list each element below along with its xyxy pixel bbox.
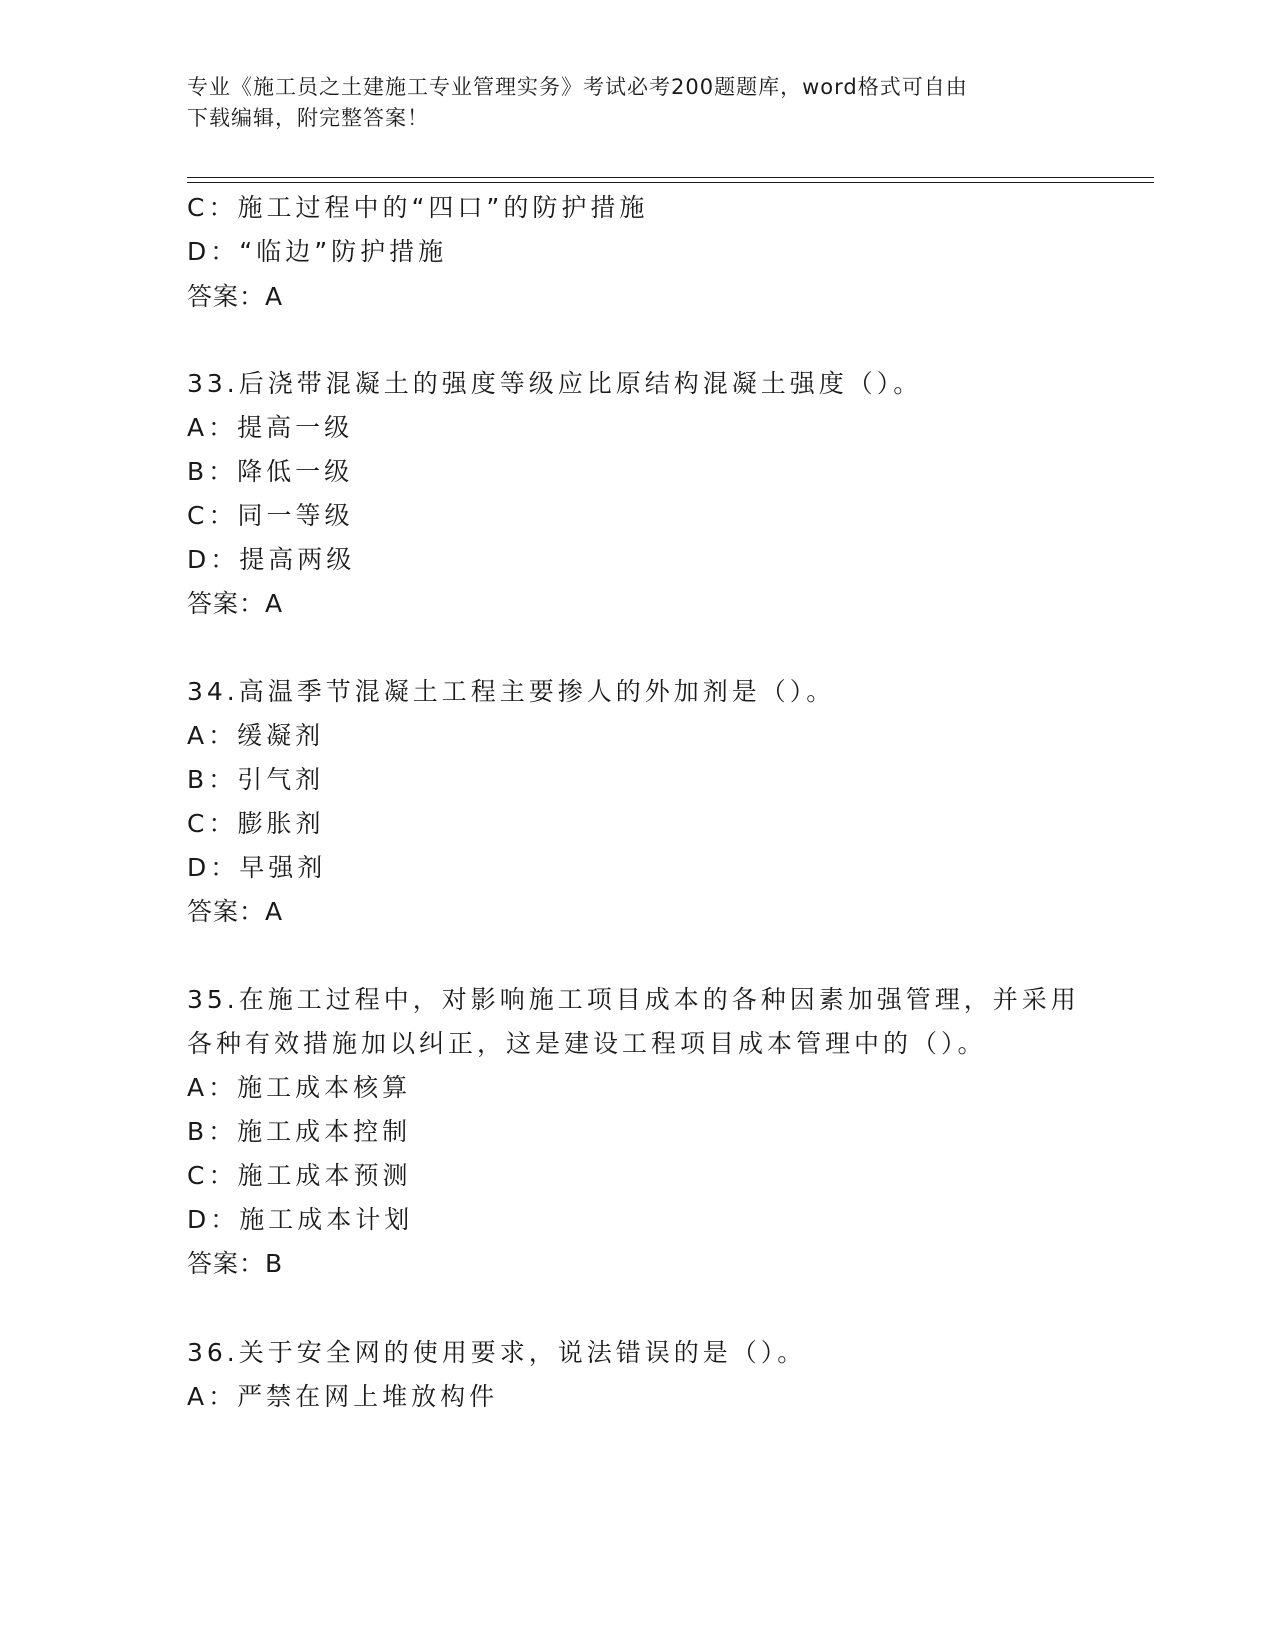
q35-answer: 答案：B <box>187 1249 284 1278</box>
prev-option-c: C：施工过程中的“四口”的防护措施 <box>187 193 649 222</box>
q36-option-a: A：严禁在网上堆放构件 <box>187 1382 499 1411</box>
q35-stem-line-2: 各种有效措施加以纠正，这是建设工程项目成本管理中的（）。 <box>187 1029 987 1058</box>
q34-option-d: D：早强剂 <box>187 853 327 882</box>
prev-option-d: D：“临边”防护措施 <box>187 237 448 266</box>
prev-answer: 答案：A <box>187 282 284 311</box>
q33-option-c: C：同一等级 <box>187 501 354 530</box>
q33-option-b: B：降低一级 <box>187 457 354 486</box>
q34-stem: 34.高温季节混凝土工程主要掺人的外加剂是（）。 <box>187 677 836 706</box>
header-divider-bottom <box>187 182 1154 183</box>
q33-option-d: D：提高两级 <box>187 545 356 574</box>
q34-answer: 答案：A <box>187 897 284 926</box>
q33-option-a: A：提高一级 <box>187 413 354 442</box>
header-divider-top <box>187 177 1154 178</box>
q35-option-c: C：施工成本预测 <box>187 1161 412 1190</box>
q34-option-a: A：缓凝剂 <box>187 721 325 750</box>
header-line-2: 下载编辑，附完整答案！ <box>187 106 429 130</box>
q35-option-d: D：施工成本计划 <box>187 1205 414 1234</box>
q33-stem: 33.后浇带混凝土的强度等级应比原结构混凝土强度（）。 <box>187 369 923 398</box>
q34-option-b: B：引气剂 <box>187 765 325 794</box>
header-line-1: 专业《施工员之土建施工专业管理实务》考试必考200题题库，word格式可自由 <box>187 75 968 99</box>
q35-option-a: A：施工成本核算 <box>187 1073 412 1102</box>
q35-stem-line-1: 35.在施工过程中，对影响施工项目成本的各种因素加强管理，并采用 <box>187 985 1080 1014</box>
q33-answer: 答案：A <box>187 589 284 618</box>
q34-option-c: C：膨胀剂 <box>187 809 325 838</box>
document-header <box>187 72 1067 134</box>
q36-stem: 36.关于安全网的使用要求，说法错误的是（）。 <box>187 1338 807 1367</box>
q35-option-b: B：施工成本控制 <box>187 1117 412 1146</box>
